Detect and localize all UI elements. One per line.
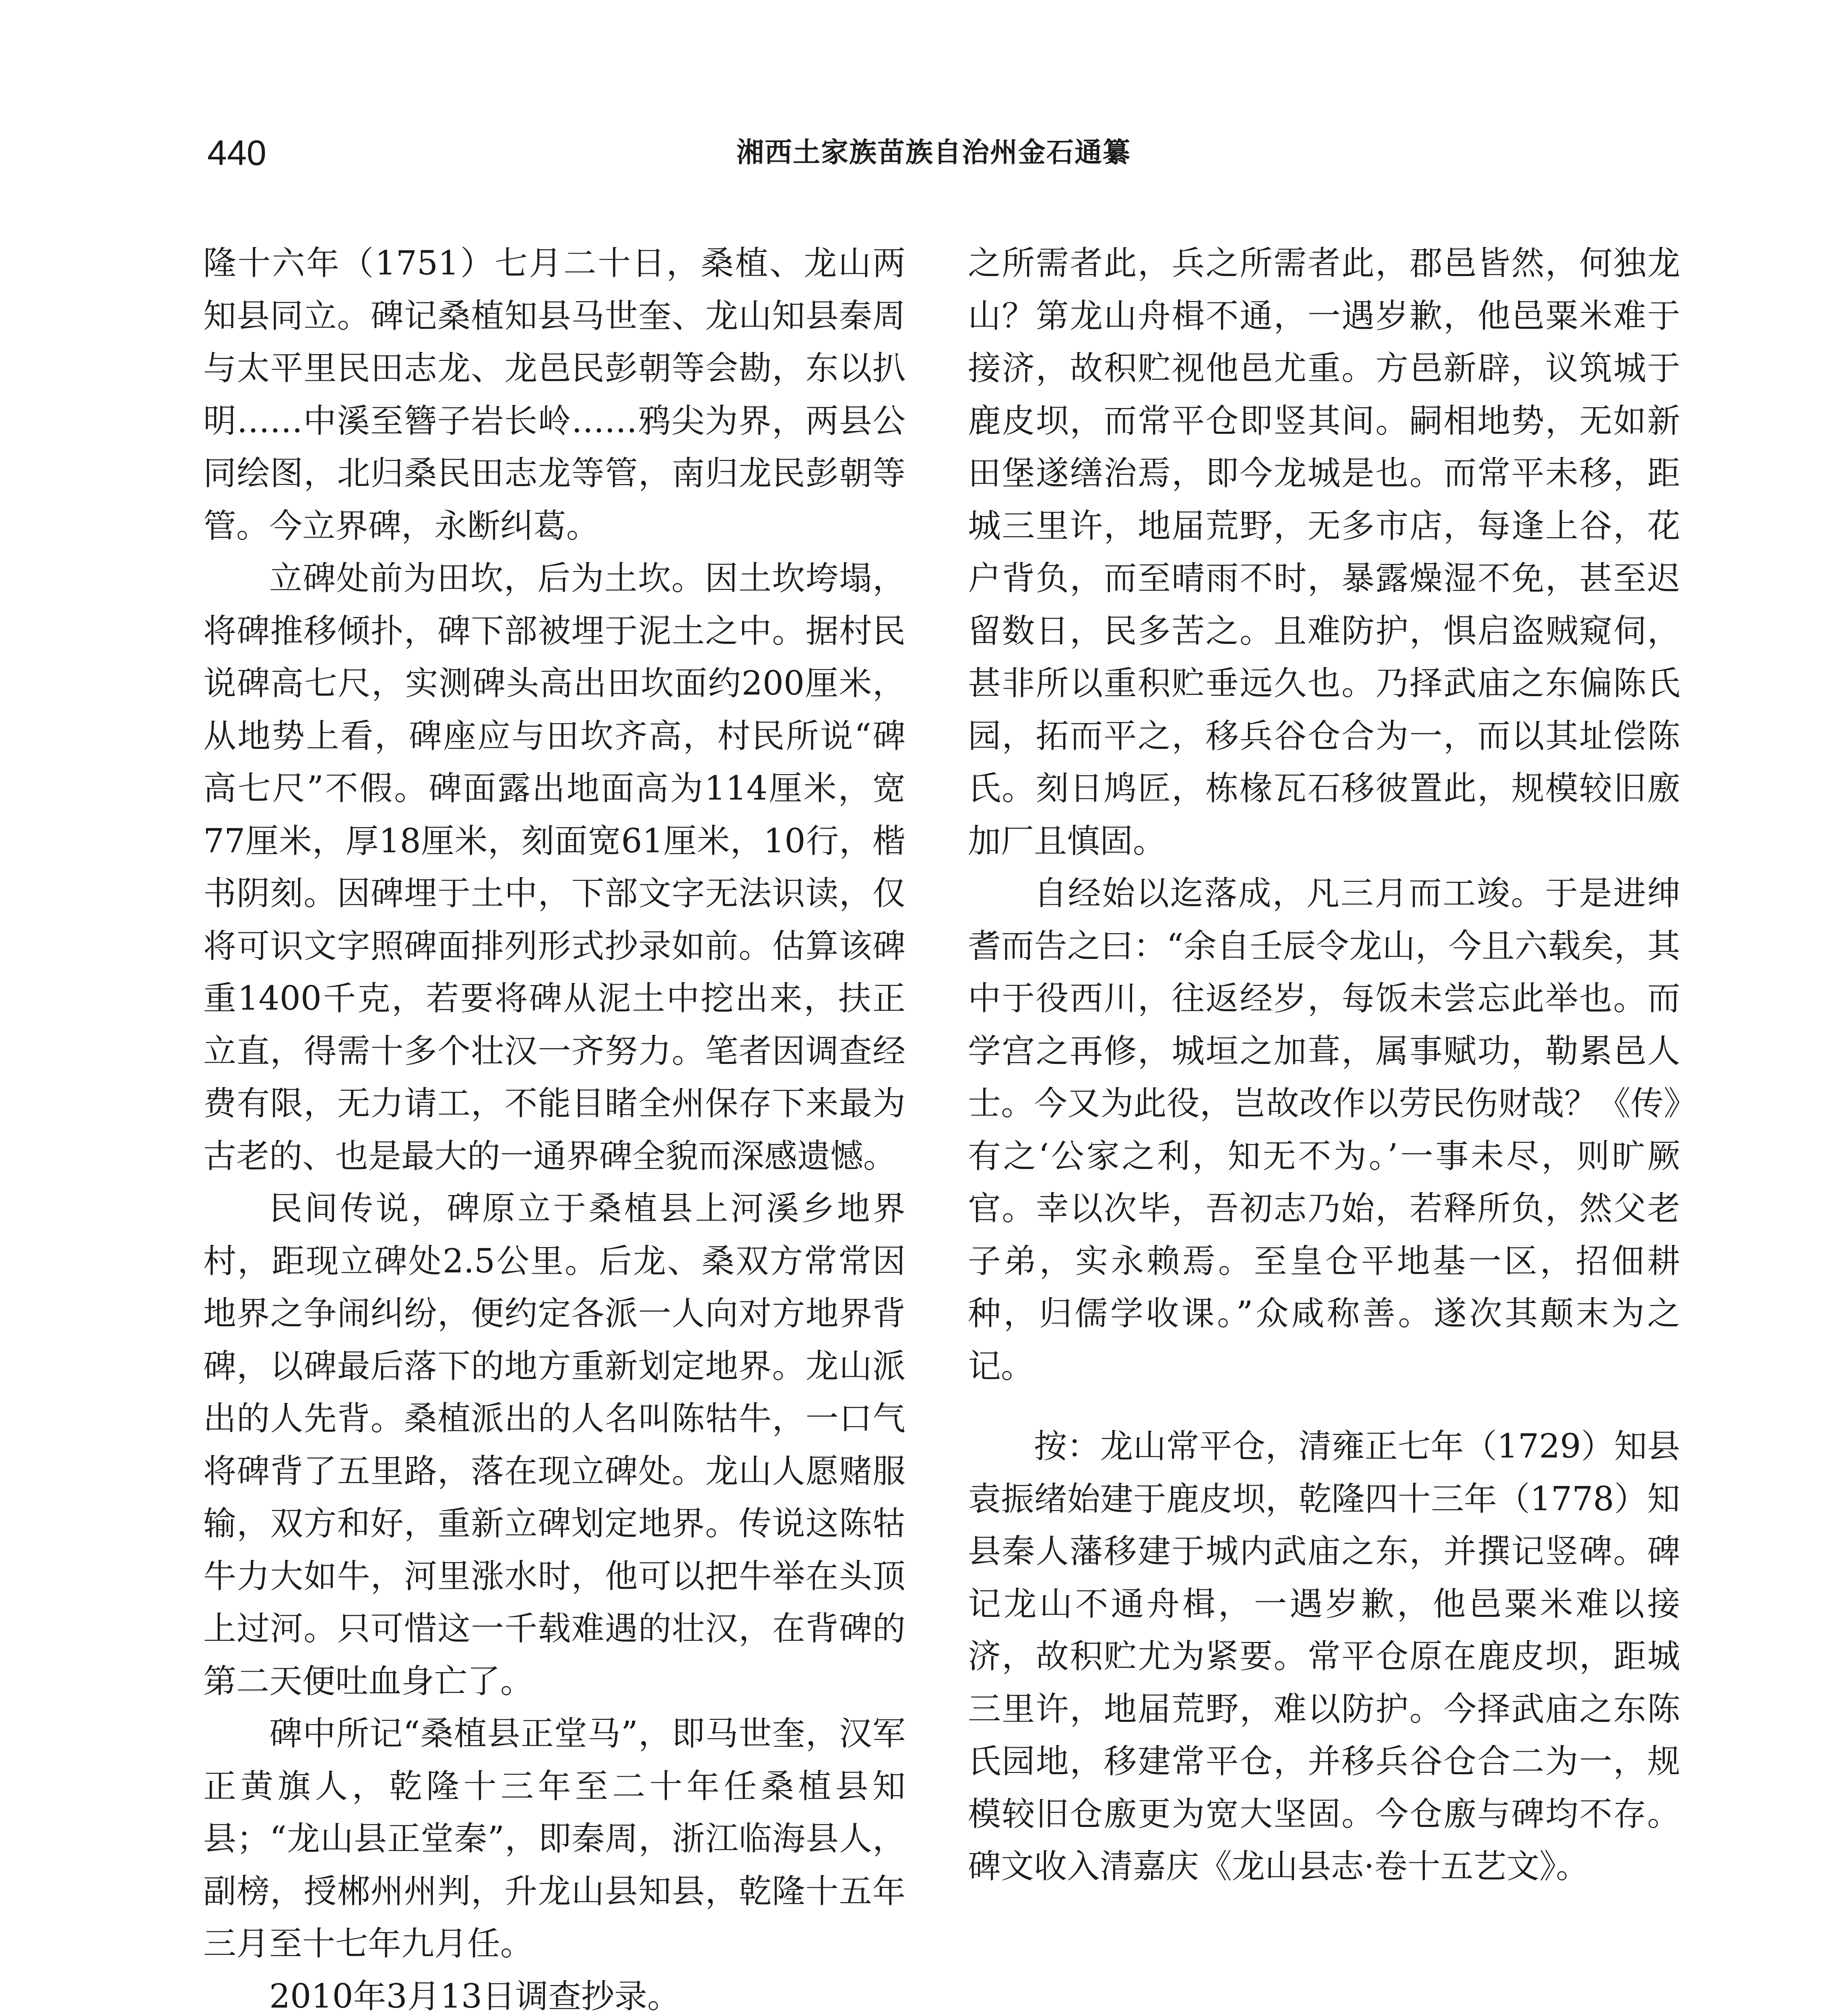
left-paragraph-5: 2010年3月13日调查抄录。 <box>269 1977 681 2012</box>
running-header-title: 湘西土家族苗族自治州金石通纂 <box>736 137 1131 169</box>
right-paragraph-2: 自经始以迄落成，凡三月而工竣。于是进绅耆而告之曰：“余自壬辰令龙山，今且六载矣，其中于役西川，往返经岁，每饭未尝忘此举也。而学宫之再修，城垣之加葺，属事赋功，勒累邑人士。今又为此役，岂故改作以劳民伤财哉？《传》有之‘公家之利，知无不为。’一事未尽，则旷厥官。幸以次毕，吾初志乃始，若释所负，然父老子弟，实永赖焉。至皇仓平地基一区，招佃耕种，归儒学收课。”众咸称善。遂次其颠末为之记。 <box>968 874 1680 1385</box>
editor-note <box>968 1420 1680 1893</box>
left-column <box>203 237 905 2012</box>
right-paragraph-1: 之所需者此，兵之所需者此，郡邑皆然，何独龙山？第龙山舟楫不通，一遇岁歉，他邑粟米难于接济，故积贮视他邑尤重。方邑新辟，议筑城于鹿皮坝，而常平仓即竖其间。嗣相地势，无如新田堡遂缮治焉，即今龙城是也。而常平未移，距城三里许，地届荒野，无多市店，每逢上谷，花户背负，而至晴雨不时，暴露燥湿不免，甚至迟留数日，民多苦之。且难防护，惧启盗贼窥伺，甚非所以重积贮垂远久也。乃择武庙之东偏陈氏园，拓而平之，移兵谷仓合为一，而以其址偿陈氏。刻日鸠匠，栋椽瓦石移彼置此，规模较旧廒加厂且慎固。 <box>968 244 1680 860</box>
left-paragraph-3: 民间传说，碑原立于桑植县上河溪乡地界村，距现立碑处2.5公里。后龙、桑双方常常因地界之争闹纠纷，便约定各派一人向对方地界背碑，以碑最后落下的地方重新划定地界。龙山派出的人先背。桑植派出的人名叫陈牯牛，一口气将碑背了五里路，落在现立碑处。龙山人愿赌服输，双方和好，重新立碑划定地界。传说这陈牯牛力大如牛，河里涨水时，他可以把牛举在头顶上过河。只可惜这一千载难遇的壮汉，在背碑的第二天便吐血身亡了。 <box>203 1189 905 1701</box>
left-paragraph-2: 立碑处前为田坎，后为土坎。因土坎垮塌，将碑推移倾扑，碑下部被埋于泥土之中。据村民说碑高七尺，实测碑头高出田坎面约200厘米，从地势上看，碑座应与田坎齐高，村民所说“碑高七尺”不假。碑面露出地面高为114厘米，宽77厘米，厚18厘米，刻面宽61厘米，10行，楷书阴刻。因碑埋于土中，下部文字无法识读，仅将可识文字照碑面排列形式抄录如前。估算该碑重1400千克，若要将碑从泥土中挖出来，扶正立直，得需十多个壮汉一齐努力。笔者因调查经费有限，无力请工，不能目睹全州保存下来最为古老的、也是最大的一通界碑全貌而深感遗憾。 <box>203 559 905 1175</box>
right-column <box>968 237 1680 1393</box>
left-paragraph-4: 碑中所记“桑植县正堂马”，即马世奎，汉军正黄旗人，乾隆十三年至二十年任桑植县知县；“龙山县正堂秦”，即秦周，浙江临海县人，副榜，授郴州州判，升龙山县知县，乾隆十五年三月至十七年九月任。 <box>203 1715 905 1963</box>
left-paragraph-1: 隆十六年（1751）七月二十日，桑植、龙山两知县同立。碑记桑植知县马世奎、龙山知县秦周与太平里民田志龙、龙邑民彭朝等会勘，东以扒明……中溪至簪子岩长岭……鸦尖为界，两县公同绘图，北归桑民田志龙等管，南归龙民彭朝等管。今立界碑，永断纠葛。 <box>203 244 905 545</box>
page-number: 440 <box>207 133 266 173</box>
note-paragraph: 按：龙山常平仓，清雍正七年（1729）知县袁振绪始建于鹿皮坝，乾隆四十三年（1778）知县秦人藩移建于城内武庙之东，并撰记竖碑。碑记龙山不通舟楫，一遇岁歉，他邑粟米难以接济，故积贮尤为紧要。常平仓原在鹿皮坝，距城三里许，地届荒野，难以防护。今择武庙之东陈氏园地，移建常平仓，并移兵谷仓合二为一，规模较旧仓廒更为宽大坚固。今仓廒与碑均不存。碑文收入清嘉庆《龙山县志·卷十五艺文》。 <box>968 1427 1680 1886</box>
